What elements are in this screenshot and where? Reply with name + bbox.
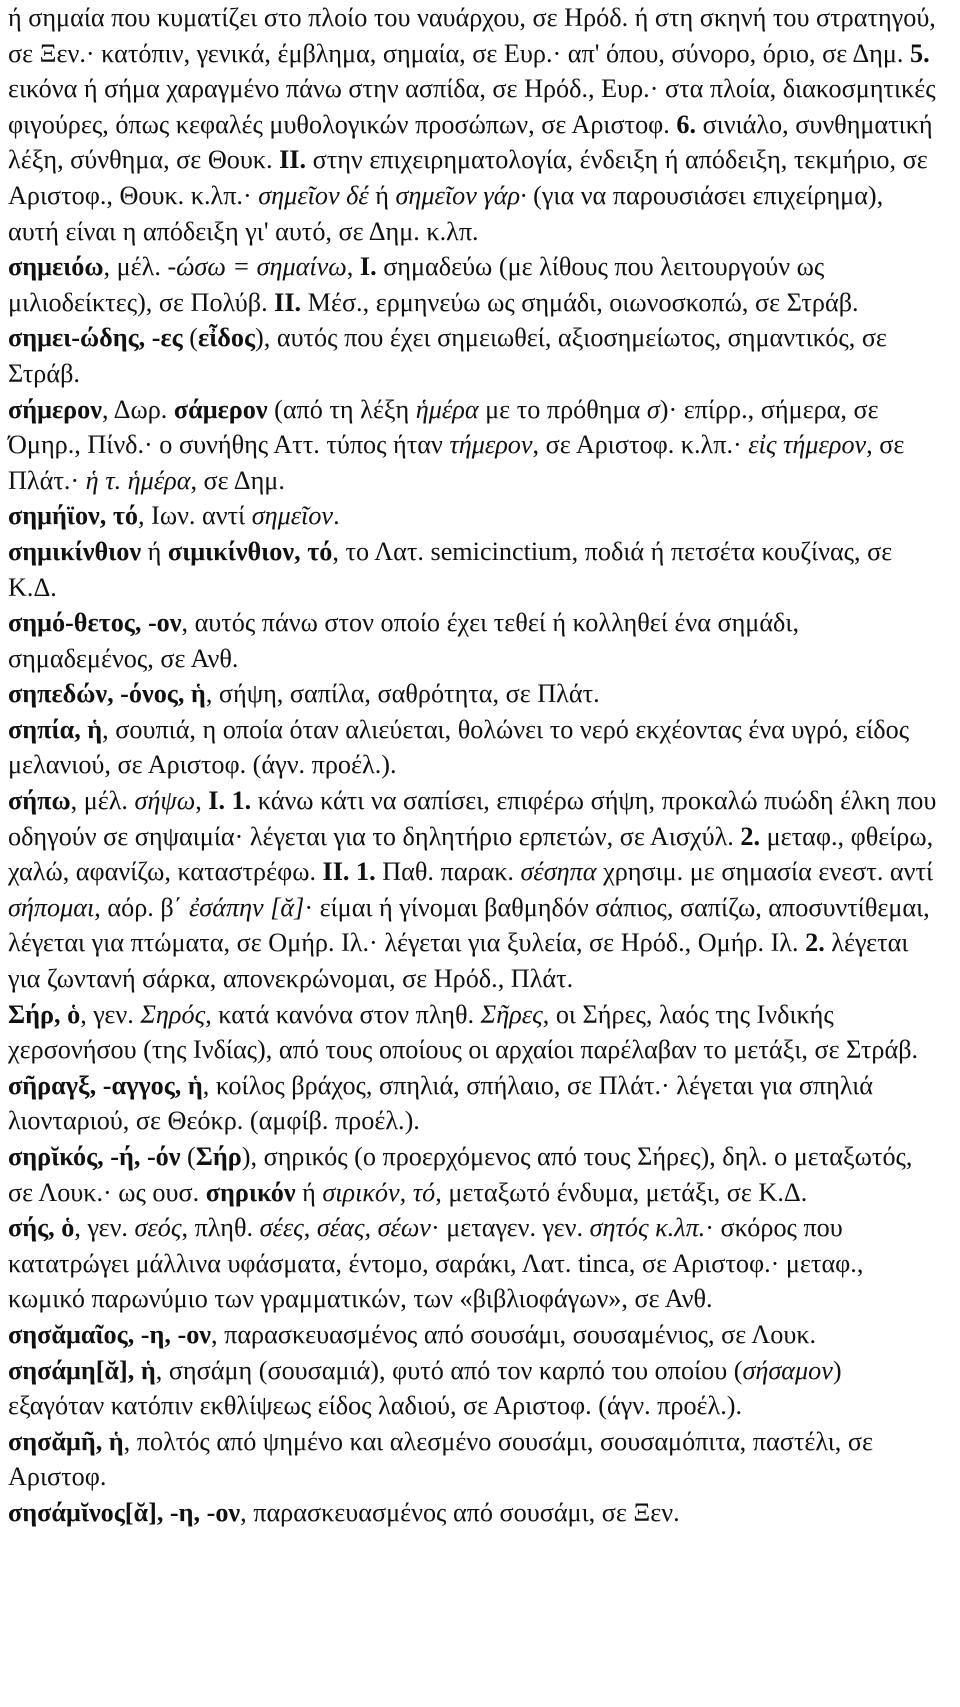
definition-text: ή σημαία που κυματίζει στο πλοίο του ναυάρχου, σε Ηρόδ. ή στη σκηνή του στρατηγού, σε Ξεν.· κατόπιν, γενικά, έμβλημα, σημαία, σε Ευρ.· απ' όπου, σύνορο, όριο, σε Δημ. <box>8 3 936 68</box>
definition-text: , πληθ. <box>181 1213 260 1243</box>
dictionary-entry <box>8 676 938 712</box>
definition-text: , πολτός από ψημένο και αλεσμένο σουσάμι, σουσαμόπιτα, παστέλι, σε Αριστοφ. <box>8 1426 873 1492</box>
italic-form: σήψω <box>134 786 196 816</box>
entry-continuation <box>8 0 938 249</box>
italic-form: ἡ τ. ἡμέρα <box>85 465 191 495</box>
definition-text: , γεν. <box>74 1213 135 1243</box>
definition-text: , αυτός πάνω στον οποίο έχει τεθεί ή κολληθεί ένα σημάδι, σημαδεμένος, σε Ανθ. <box>8 608 799 673</box>
bold-term: εἶδος <box>197 323 256 353</box>
entry-headword: σήπω <box>8 786 71 816</box>
bold-term: σάμερον <box>173 394 268 424</box>
definition-text: · είμαι ή γίνομαι βαθμηδόν σάπιος, σαπίζω, αποσυντίθεμαι, λέγεται για πτώματα, σε Ομήρ. Ιλ.· λέγεται για ξυλεία, σε Ηρόδ., Ομήρ. Ιλ. <box>8 892 930 958</box>
italic-form: σ <box>646 394 660 424</box>
dictionary-entry <box>8 1210 938 1317</box>
italic-form: σημεῖον δέ <box>258 180 369 210</box>
dictionary-entries <box>8 0 938 1531</box>
definition-text: στην επιχειρηματολογία, ένδειξη ή απόδειξη, τεκμήριο, σε Αριστοφ., Θουκ. κ.λπ.· <box>8 145 928 210</box>
entry-headword: σήμερον <box>8 394 102 424</box>
definition-text: · μεταγεν. γεν. <box>430 1213 590 1243</box>
dictionary-entry <box>8 320 938 391</box>
bold-term: 2. <box>740 821 761 851</box>
definition-text: , Ιων. αντί <box>138 501 252 531</box>
definition-text: σημαδεύω (με λίθους που λειτουργούν ως μιλιοδείκτες), σε Πολύβ. <box>8 252 825 317</box>
dictionary-entry <box>8 1495 938 1531</box>
definition-text: ή <box>368 180 396 210</box>
definition-text: ) εξαγόταν κατόπιν εκθλίψεως είδος λαδιού, σε Αριστοφ. (άγν. προέλ.). <box>8 1355 842 1421</box>
dictionary-entry <box>8 498 938 534</box>
definition-text: Παθ. παρακ. <box>375 857 521 887</box>
definition-text: , παρασκευασμένος από σουσάμι, σουσαμένιος, σε Λουκ. <box>211 1319 817 1349</box>
definition-text: κάνω κάτι να σαπίσει, επιφέρω σήψη, προκαλώ πυώδη έλκη που οδηγούν σε σηψαιμία· λέγεται για το δηλητήριο ερπετών, σε Αισχύλ. <box>8 786 937 851</box>
definition-text: , Δωρ. <box>101 394 174 424</box>
dictionary-entry <box>8 712 938 783</box>
italic-form: σέες, σέας, σέων <box>259 1213 431 1243</box>
italic-form: σημεῖον <box>251 501 334 531</box>
entry-headword: σής, ὁ <box>8 1213 75 1243</box>
dictionary-entry <box>8 392 938 499</box>
bold-term: II. 1. <box>322 857 376 887</box>
italic-form: σημεῖον γάρ· <box>395 180 527 210</box>
entry-headword: σημει-ώδης, -ες <box>8 323 183 353</box>
entry-headword: σηπία, ἡ <box>8 714 103 744</box>
bold-term: II. <box>279 145 307 175</box>
italic-form: σητός κ.λπ. <box>589 1213 706 1243</box>
bold-term: II. <box>274 287 302 317</box>
bold-term: 5. <box>909 38 930 68</box>
definition-text: , σήψη, σαπίλα, σαθρότητα, σε Πλάτ. <box>205 679 600 709</box>
entry-headword: σησᾰμαῖος, -η, -ον <box>8 1319 211 1349</box>
definition-text: ( <box>182 323 198 353</box>
definition-text: · σκόρος που κατατρώγει μάλλινα υφάσματα, έντομο, σαράκι, Λατ. tinca, σε Αριστοφ.· μεταφ., κωμικό παρωνύμιο των γραμματικών, των «βιβλιοφάγων», σε Ανθ. <box>8 1213 864 1314</box>
definition-text: , κατά κανόνα στον πληθ. <box>205 999 481 1029</box>
entry-headword: σημό-θετος, -ον <box>8 608 182 638</box>
definition-text: λέγεται για ζωντανή σάρκα, απονεκρώνομαι, σε Ηρόδ., Πλάτ. <box>8 928 909 994</box>
definition-text: , αόρ. β΄ <box>94 892 189 922</box>
dictionary-entry <box>8 1317 938 1353</box>
italic-form: -ώσω = σημαίνω <box>167 252 347 282</box>
definition-text: ), αυτός που έχει σημειωθεί, αξιοσημείωτος, σημαντικός, σε Στράβ. <box>8 323 887 388</box>
definition-text: . <box>333 501 340 531</box>
italic-form: Σῆρες <box>480 999 543 1029</box>
dictionary-entry <box>8 1139 938 1210</box>
definition-text: , σε Πλάτ.· <box>8 430 905 495</box>
definition-text: , οι Σήρες, λαός της Ινδικής χερσονήσου (της Ινδίας), από τους οποίους οι αρχαίοι παρέλαβαν το μετάξι, σε Στράβ. <box>8 999 919 1065</box>
definition-text: , σε Αριστοφ. κ.λπ.· <box>532 430 749 460</box>
definition-text: ή <box>295 1177 323 1207</box>
definition-text: χρησιμ. με σημασία ενεστ. αντί <box>596 857 934 887</box>
italic-form: εἰς τήμερον <box>748 430 867 460</box>
definition-text: , μέλ. <box>70 786 135 816</box>
entry-headword: σημικίνθιον <box>8 536 142 566</box>
definition-text: , <box>346 252 360 282</box>
definition-text: εικόνα ή σήμα χαραγμένο πάνω στην ασπίδα, σε Ηρόδ., Ευρ.· στα πλοία, διακοσμητικές φιγούρες, όπως κεφαλές μυθολογικών προσώπων, σε Αριστοφ. <box>8 74 936 139</box>
entry-headword: σησᾰμῆ, ἡ <box>8 1426 124 1456</box>
definition-text: σινιάλο, συνθηματική λέξη, σύνθημα, σε Θουκ. <box>8 109 933 175</box>
italic-form: ἐσάπην [ᾰ] <box>188 892 305 922</box>
dictionary-entry <box>8 997 938 1068</box>
definition-text: με το πρόθημα <box>478 394 647 424</box>
italic-form: σήσαμον <box>742 1355 833 1385</box>
entry-headword: σηρῐκός, -ή, -όν <box>8 1142 181 1171</box>
entry-headword: σησάμῐνος[ᾰ], -η, -ον <box>8 1497 241 1527</box>
bold-term: I. 1. <box>208 786 252 816</box>
dictionary-entry <box>8 605 938 676</box>
dictionary-entry <box>8 1068 938 1139</box>
definition-text: μεταφ., φθείρω, χαλώ, αφανίζω, καταστρέφω. <box>8 821 934 887</box>
bold-term: σηρικόν <box>205 1177 296 1207</box>
definition-text: , γεν. <box>80 999 141 1029</box>
definition-text: (για να παρουσιάσει επιχείρημα), αυτή είναι η απόδειξη γι' αυτό, σε Δημ. κ.λπ. <box>8 180 884 246</box>
entry-headword: σημήϊον, τό <box>8 501 139 531</box>
definition-text: , κοίλος βράχος, σπηλιά, σπήλαιο, σε Πλάτ.· λέγεται για σπηλιά λιονταριού, σε Θεόκρ. (αμφίβ. προέλ.). <box>8 1070 873 1136</box>
definition-text: (από τη λέξη <box>267 394 416 424</box>
definition-text: , <box>195 786 209 816</box>
definition-text: , μεταξωτό ένδυμα, μετάξι, σε Κ.Δ. <box>435 1177 808 1207</box>
entry-headword: σησάμη[ᾰ], ἡ <box>8 1355 156 1385</box>
dictionary-entry <box>8 783 938 997</box>
definition-text: , το Λατ. semicinctium, ποδιά ή πετσέτα κουζίνας, σε Κ.Δ. <box>8 536 893 602</box>
definition-text: , σησάμη (σουσαμιά), φυτό από τον καρπό του οποίου ( <box>155 1355 743 1385</box>
dictionary-entry <box>8 249 938 320</box>
definition-text: , μέλ. <box>103 252 168 282</box>
entry-headword: σῆραγξ, -αγγος, ἡ <box>8 1070 203 1100</box>
definition-text: )· επίρρ., σήμερα, σε Όμηρ., Πίνδ.· ο συνήθης Αττ. τύπος ήταν <box>8 394 879 460</box>
italic-form: σήπομαι <box>8 892 95 922</box>
entry-headword: σημειόω <box>8 252 104 282</box>
definition-text: , παρασκευασμένος από σουσάμι, σε Ξεν. <box>240 1497 680 1527</box>
bold-term: 2. <box>805 928 825 958</box>
definition-text: , σουπιά, η οποία όταν αλιεύεται, θολώνει το νερό εκχέοντας ένα υγρό, είδος μελανιού, σε Αριστοφ. (άγν. προέλ.). <box>8 714 910 780</box>
italic-form: σέσηπα <box>520 857 597 887</box>
entry-headword: σηπεδών, -όνος, ἡ <box>8 679 206 709</box>
italic-form: σιρικόν, τό <box>322 1177 436 1207</box>
definition-text: ), σηρικός (ο προερχόμενος από τους Σήρες), δηλ. ο μεταξωτός, σε Λουκ.· ως ουσ. <box>8 1142 913 1207</box>
definition-text: , σε Δημ. <box>190 465 285 495</box>
italic-form: τήμερον <box>449 430 533 460</box>
definition-text: ή <box>141 536 168 566</box>
italic-form: ἡμέρα <box>415 394 479 424</box>
dictionary-entry <box>8 534 938 605</box>
italic-form: σεός <box>134 1213 182 1243</box>
dictionary-entry <box>8 1424 938 1495</box>
bold-term: Σήρ <box>195 1142 242 1171</box>
entry-headword: Σήρ, ὁ <box>8 999 81 1029</box>
definition-text: ( <box>180 1142 196 1171</box>
italic-form: Σηρός <box>140 999 206 1029</box>
definition-text: Μέσ., ερμηνεύω ως σημάδι, οιωνοσκοπώ, σε Στράβ. <box>301 287 859 317</box>
bold-term: 6. <box>676 109 697 139</box>
dictionary-entry <box>8 1353 938 1424</box>
bold-term: σιμικίνθιον, τό <box>167 536 333 566</box>
bold-term: I. <box>359 252 377 282</box>
